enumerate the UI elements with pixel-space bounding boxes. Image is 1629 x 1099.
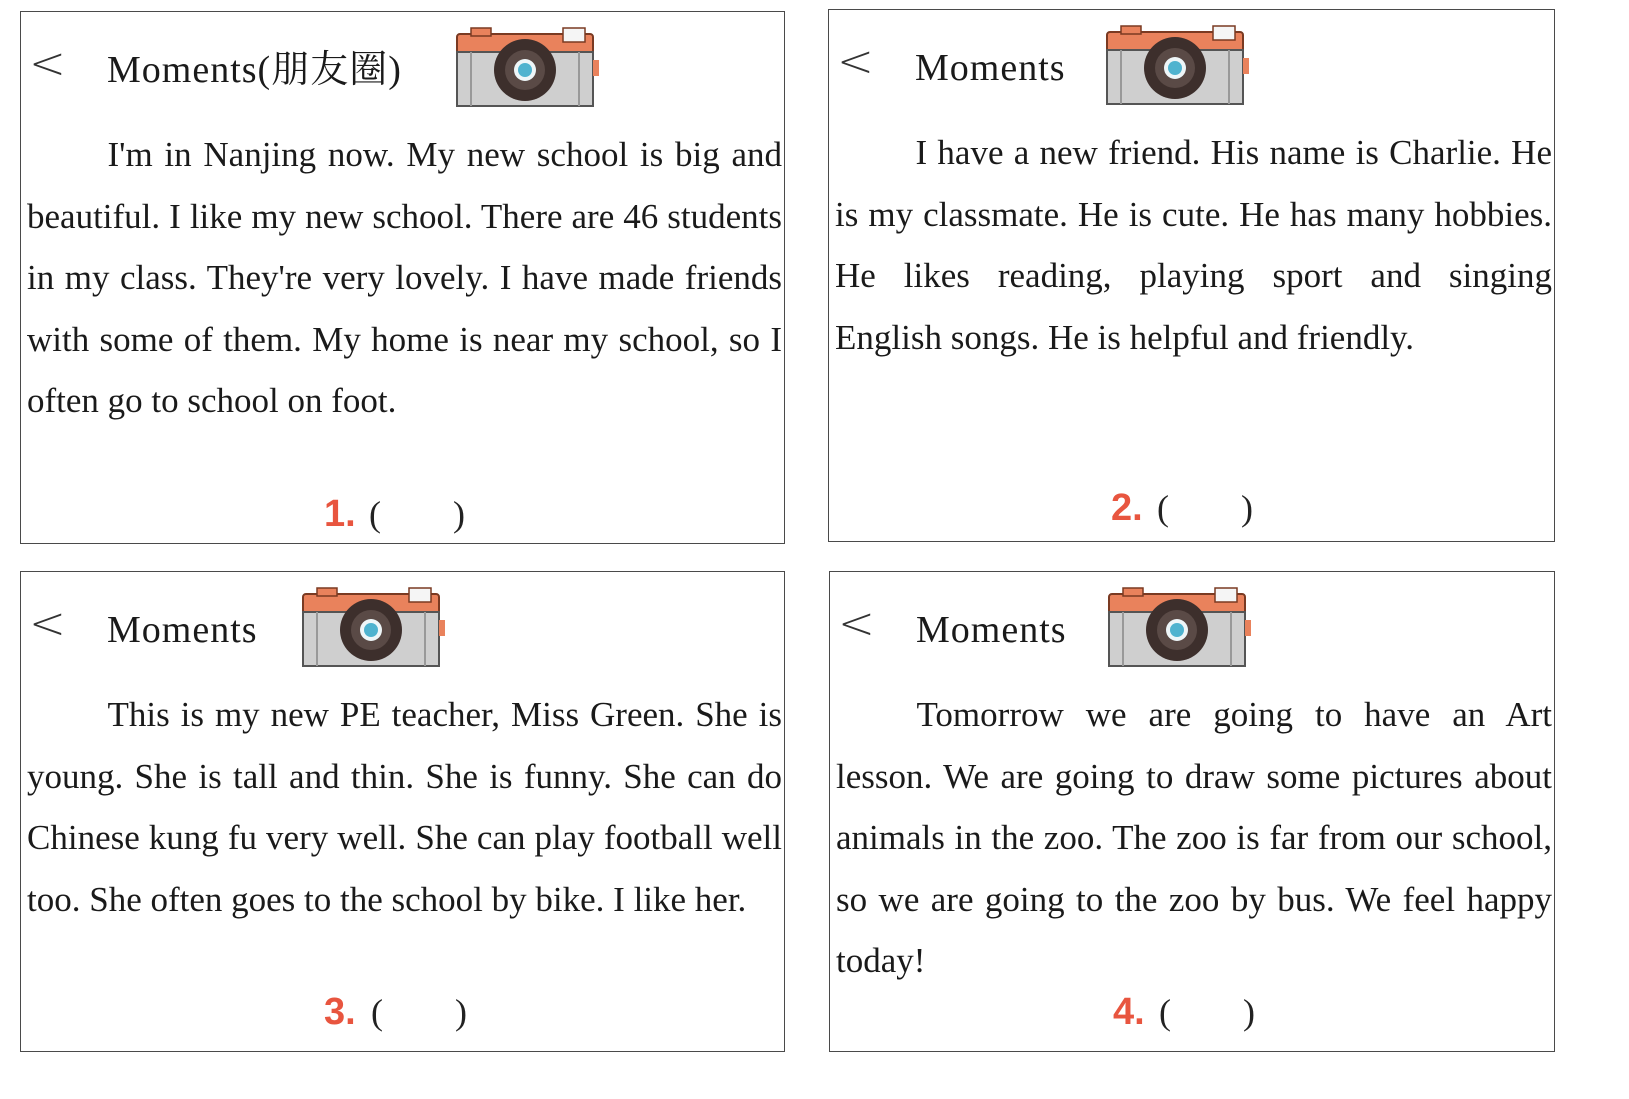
moment-card-3 bbox=[20, 571, 785, 1052]
camera-icon bbox=[297, 582, 447, 672]
back-icon[interactable]: < bbox=[29, 38, 66, 89]
card-title: Moments bbox=[107, 609, 258, 651]
camera-icon bbox=[451, 22, 601, 112]
question-number: 1. bbox=[324, 493, 356, 535]
card-title: Moments bbox=[916, 609, 1067, 651]
post-text: Tomorrow we are going to have an Art lesson. We are going to draw some pictures about animals in the zoo. The zoo is far from our school, so we are going to the zoo by bus. We feel happy today! bbox=[836, 695, 1552, 980]
post-text: This is my new PE teacher, Miss Green. She is young. She is tall and thin. She is funny. She can do Chinese kung fu very well. She can play football well too. She often goes to the school by bike. I like her. bbox=[27, 695, 782, 919]
card-title: Moments(朋友圈) bbox=[107, 49, 402, 91]
answer-blank[interactable]: ( ) bbox=[369, 494, 465, 534]
card-header bbox=[21, 572, 784, 682]
answer-blank[interactable]: ( ) bbox=[1159, 992, 1255, 1032]
moment-card-1 bbox=[20, 11, 785, 544]
moment-card-2 bbox=[828, 9, 1555, 542]
back-icon[interactable]: < bbox=[837, 36, 874, 87]
card-header bbox=[21, 12, 784, 122]
post-text: I have a new friend. His name is Charlie. He is my classmate. He is cute. He has many hobbies. He likes reading, playing sport and singing English songs. He is helpful and friendly. bbox=[835, 133, 1552, 357]
answer-blank[interactable]: ( ) bbox=[371, 992, 467, 1032]
post-text: I'm in Nanjing now. My new school is big and beautiful. I like my new school. There are 46 students in my class. They're very lovely. I have made friends with some of them. My home is near my school, so I often go to school on foot. bbox=[27, 135, 782, 420]
card-header bbox=[830, 572, 1554, 682]
answer-blank[interactable]: ( ) bbox=[1157, 488, 1253, 528]
moment-card-4 bbox=[829, 571, 1555, 1052]
camera-icon bbox=[1101, 20, 1251, 110]
card-header bbox=[829, 10, 1554, 120]
back-icon[interactable]: < bbox=[838, 598, 875, 649]
question-number: 4. bbox=[1113, 991, 1145, 1033]
card-title: Moments bbox=[915, 47, 1066, 89]
back-icon[interactable]: < bbox=[29, 598, 66, 649]
camera-icon bbox=[1103, 582, 1253, 672]
question-number: 3. bbox=[324, 991, 356, 1033]
question-number: 2. bbox=[1111, 487, 1143, 529]
